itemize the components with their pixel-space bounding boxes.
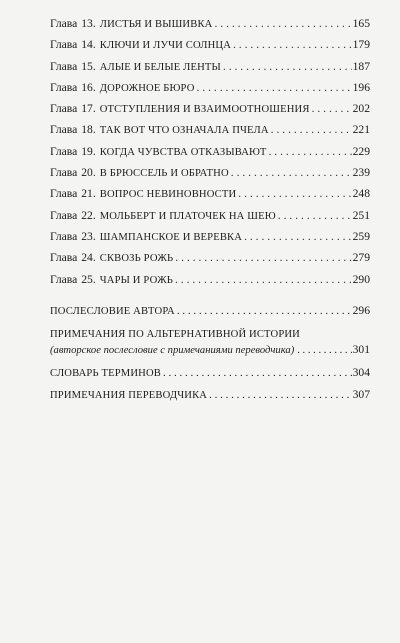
chapter-page-number: 239 (352, 166, 370, 180)
glossary-entry (50, 362, 370, 384)
chapter-number: 17. (81, 102, 96, 116)
dot-leader (268, 141, 351, 162)
chapter-word: Глава (50, 166, 78, 180)
section-gap (50, 290, 370, 300)
dot-leader (231, 162, 352, 183)
chapter-list (50, 13, 370, 290)
toc-chapter-entry (50, 119, 370, 140)
dot-leader (197, 77, 352, 98)
chapter-number: 16. (81, 80, 96, 94)
chapter-title: ВОПРОС НЕВИНОВНОСТИ (99, 189, 237, 201)
dot-leader (223, 56, 352, 77)
chapter-number: 25. (81, 272, 96, 286)
dot-leader (214, 13, 351, 34)
chapter-word: Глава (50, 123, 78, 137)
glossary-page: 304 (352, 365, 370, 379)
chapter-word: Глава (50, 38, 78, 52)
chapter-title: ШАМПАНСКОЕ И ВЕРЕВКА (99, 231, 243, 243)
chapter-word: Глава (50, 102, 78, 116)
chapter-word: Глава (50, 208, 78, 222)
chapter-number: 18. (81, 123, 96, 137)
alt-history-notes-subtitle: (авторское послесловие с примечаниями переводчика) (50, 344, 295, 356)
chapter-page-number: 187 (352, 59, 370, 73)
toc-chapter-entry (50, 183, 370, 204)
dot-leader (233, 34, 352, 55)
afterword-page: 296 (352, 303, 370, 317)
chapter-word: Глава (50, 272, 78, 286)
chapter-title: В БРЮССЕЛЬ И ОБРАТНО (99, 168, 229, 180)
dot-leader (244, 226, 352, 247)
dot-leader (278, 205, 352, 226)
chapter-number: 21. (81, 187, 96, 201)
chapter-word: Глава (50, 59, 78, 73)
chapter-number: 22. (81, 208, 96, 222)
dot-leader (163, 362, 352, 384)
alt-history-notes-title: ПРИМЕЧАНИЯ ПО АЛЬТЕРНАТИВНОЙ ИСТОРИИ (50, 328, 300, 340)
chapter-title: СКВОЗЬ РОЖЬ (99, 253, 174, 265)
afterword-title: ПОСЛЕСЛОВИЕ АВТОРА (50, 305, 175, 317)
chapter-number: 14. (81, 38, 96, 52)
toc-chapter-entry (50, 13, 370, 34)
translator-notes-title: ПРИМЕЧАНИЯ ПЕРЕВОДЧИКА (50, 389, 208, 401)
chapter-title: ТАК ВОТ ЧТО ОЗНАЧАЛА ПЧЕЛА (99, 125, 269, 137)
dot-leader (297, 343, 351, 358)
dot-leader (209, 384, 352, 406)
chapter-page-number: 279 (352, 251, 370, 265)
chapter-word: Глава (50, 251, 78, 265)
dot-leader (175, 269, 352, 290)
chapter-page-number: 202 (352, 102, 370, 116)
dot-leader (312, 98, 352, 119)
alt-history-notes-entry (50, 327, 370, 358)
chapter-number: 19. (81, 144, 96, 158)
toc-chapter-entry (50, 141, 370, 162)
chapter-page-number: 165 (352, 17, 370, 30)
dot-leader (238, 183, 351, 204)
chapter-title: ДОРОЖНОЕ БЮРО (99, 82, 195, 94)
toc-chapter-entry (50, 34, 370, 55)
toc-chapter-entry (50, 56, 370, 77)
chapter-title: ОТСТУПЛЕНИЯ И ВЗАИМООТНОШЕНИЯ (99, 104, 310, 116)
toc-chapter-entry (50, 77, 370, 98)
chapter-title: АЛЫЕ И БЕЛЫЕ ЛЕНТЫ (99, 61, 221, 73)
chapter-word: Глава (50, 229, 78, 243)
table-of-contents (50, 13, 370, 406)
chapter-number: 23. (81, 229, 96, 243)
toc-chapter-entry (50, 226, 370, 247)
translator-notes-entry (50, 384, 370, 406)
chapter-number: 24. (81, 251, 96, 265)
afterword-entry (50, 300, 370, 322)
toc-chapter-entry (50, 162, 370, 183)
translator-notes-page: 307 (352, 387, 370, 401)
chapter-number: 15. (81, 59, 96, 73)
dot-leader (271, 119, 352, 140)
alt-history-notes-page: 301 (352, 342, 370, 356)
chapter-word: Глава (50, 144, 78, 158)
chapter-page-number: 196 (352, 80, 370, 94)
dot-leader (175, 247, 351, 268)
toc-chapter-entry (50, 269, 370, 290)
chapter-number: 20. (81, 166, 96, 180)
chapter-title: ЛИСТЬЯ И ВЫШИВКА (99, 19, 213, 30)
chapter-page-number: 248 (352, 187, 370, 201)
chapter-word: Глава (50, 187, 78, 201)
toc-chapter-entry (50, 247, 370, 268)
chapter-title: КОГДА ЧУВСТВА ОТКАЗЫВАЮТ (99, 146, 267, 158)
chapter-title: КЛЮЧИ И ЛУЧИ СОЛНЦА (99, 40, 231, 52)
toc-chapter-entry (50, 205, 370, 226)
chapter-number: 13. (81, 17, 96, 30)
chapter-title: МОЛЬБЕРТ И ПЛАТОЧЕК НА ШЕЮ (99, 210, 276, 222)
dot-leader (177, 300, 352, 322)
chapter-title: ЧАРЫ И РОЖЬ (99, 274, 173, 286)
toc-chapter-entry (50, 98, 370, 119)
chapter-page-number: 179 (352, 38, 370, 52)
chapter-page-number: 229 (352, 144, 370, 158)
chapter-word: Глава (50, 17, 78, 30)
chapter-page-number: 221 (352, 123, 370, 137)
chapter-page-number: 251 (352, 208, 370, 222)
chapter-page-number: 290 (352, 272, 370, 286)
glossary-title: СЛОВАРЬ ТЕРМИНОВ (50, 367, 161, 379)
chapter-page-number: 259 (352, 229, 370, 243)
chapter-word: Глава (50, 80, 78, 94)
